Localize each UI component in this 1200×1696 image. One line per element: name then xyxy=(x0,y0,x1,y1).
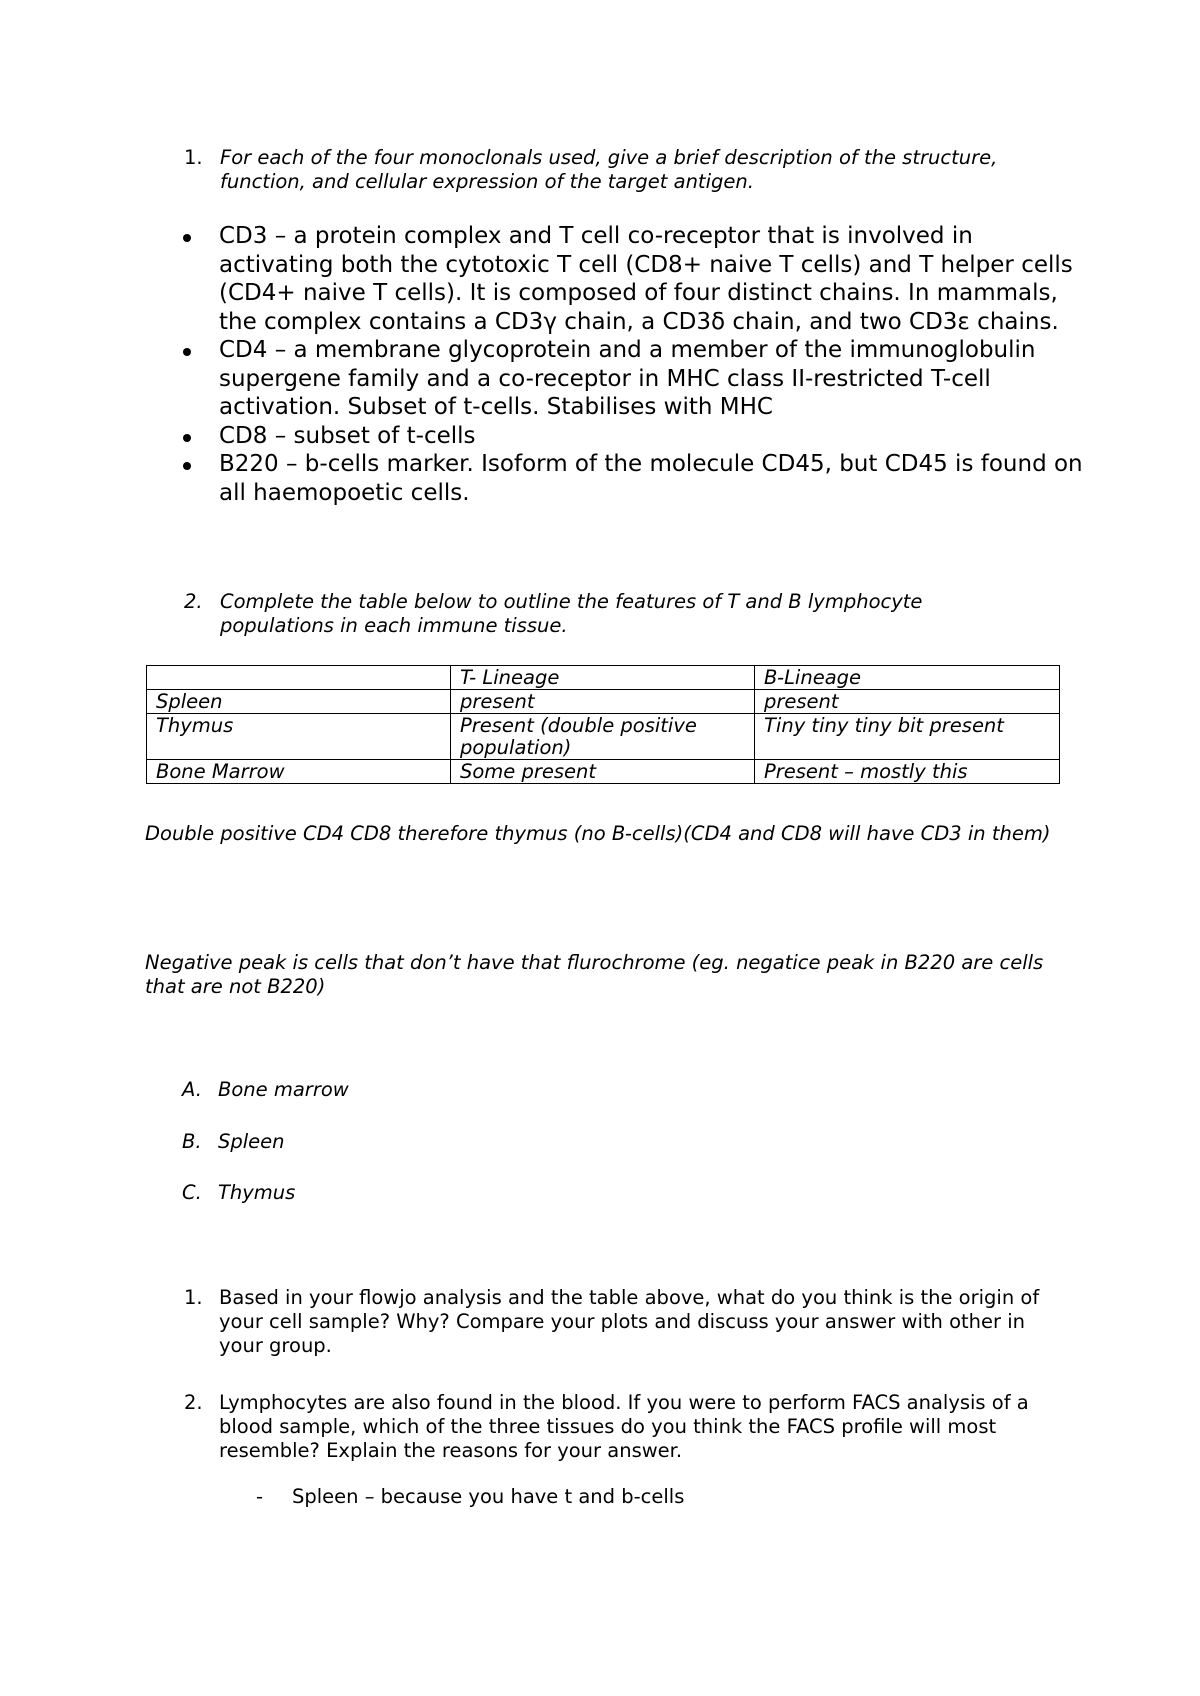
table-header-row xyxy=(147,666,1060,690)
table-cell: T- Lineage xyxy=(451,666,755,690)
bullet-dot-icon xyxy=(183,348,191,356)
question-number: 2. xyxy=(184,1391,203,1414)
answer-text: Spleen – because you have t and b-cells xyxy=(292,1485,685,1508)
alpha-label: B. xyxy=(182,1130,202,1153)
table-cell xyxy=(147,666,451,690)
bullet-dot-icon xyxy=(183,234,191,242)
table-row xyxy=(147,714,1060,760)
table-cell: Spleen xyxy=(147,690,451,714)
bullet-cd4 xyxy=(183,336,1083,422)
table-cell: present xyxy=(451,690,755,714)
question-1-text: For each of the four monoclonals used, give a brief description of the structure, function, and cellular expression of the target antigen. xyxy=(220,146,998,193)
alpha-text: Spleen xyxy=(218,1130,285,1153)
alpha-label: C. xyxy=(182,1181,202,1204)
bullet-dot-icon xyxy=(183,434,191,442)
question-number: 1. xyxy=(184,1286,203,1309)
note-negative-peak: Negative peak is cells that don’t have that flurochrome (eg. negatice peak in B220 are cells that are not B220) xyxy=(145,951,1044,998)
table-row xyxy=(147,690,1060,714)
antigen-bullet-list xyxy=(183,222,1083,507)
question-text: Lymphocytes are also found in the blood. If you were to perform FACS analysis of a blood sample, which of the three tissues do you think the FACS profile will most resemble? Explain the reasons for your answer. xyxy=(219,1391,1029,1462)
table-cell: Some present xyxy=(451,760,755,784)
bullet-text: B220 – b-cells marker. Isoform of the molecule CD45, but CD45 is found on all haemopoetic cells. xyxy=(219,451,1083,506)
note-double-positive: Double positive CD4 CD8 therefore thymus (no B-cells)(CD4 and CD8 will have CD3 in them) xyxy=(145,822,1051,845)
bullet-text: CD3 – a protein complex and T cell co-receptor that is involved in activating both the cytotoxic T cell (CD8+ naive T cells) and T helper cells (CD4+ naive T cells). It is composed of four distinct chains. In mammals, the complex contains a CD3γ chain, a CD3δ chain, and two CD3ε chains. xyxy=(219,223,1073,335)
lymphocyte-table xyxy=(146,665,1060,784)
table-cell: B-Lineage xyxy=(755,666,1060,690)
question-2-number: 2. xyxy=(184,590,203,613)
question-1-number: 1. xyxy=(184,146,203,169)
question-text: Based in your flowjo analysis and the table above, what do you think is the origin of your cell sample? Why? Compare your plots and discuss your answer with other in your group. xyxy=(219,1286,1040,1357)
table-cell: Thymus xyxy=(147,714,451,760)
table-cell: Bone Marrow xyxy=(147,760,451,784)
table-cell: Tiny tiny tiny bit present xyxy=(755,714,1060,760)
table-cell: Present (double positive population) xyxy=(451,714,755,760)
alpha-item-a xyxy=(182,1078,349,1102)
bullet-text: CD8 – subset of t-cells xyxy=(219,422,476,449)
bullet-b220 xyxy=(183,450,1083,507)
alpha-text: Bone marrow xyxy=(218,1078,349,1101)
question-2-text: Complete the table below to outline the features of T and B lymphocyte populations in each immune tissue. xyxy=(220,590,923,637)
alpha-label: A. xyxy=(182,1078,202,1101)
bullet-cd3 xyxy=(183,222,1083,336)
alpha-item-c xyxy=(182,1181,296,1205)
table-cell: Present – mostly this xyxy=(755,760,1060,784)
table-row xyxy=(147,760,1060,784)
question-1 xyxy=(184,146,1064,194)
bullet-text: CD4 – a membrane glycoprotein and a member of the immunoglobulin supergene family and a co-receptor in MHC class II-restricted T-cell activation. Subset of t-cells. Stabilises with MHC xyxy=(219,337,1036,420)
answer-item xyxy=(256,1485,685,1509)
alpha-item-b xyxy=(182,1130,285,1154)
bullet-cd8 xyxy=(183,422,1083,451)
table-cell: present xyxy=(755,690,1060,714)
bullet-dot-icon xyxy=(183,462,191,470)
answer-marker: - xyxy=(256,1485,264,1508)
question-2 xyxy=(184,590,1064,638)
alpha-text: Thymus xyxy=(218,1181,296,1204)
